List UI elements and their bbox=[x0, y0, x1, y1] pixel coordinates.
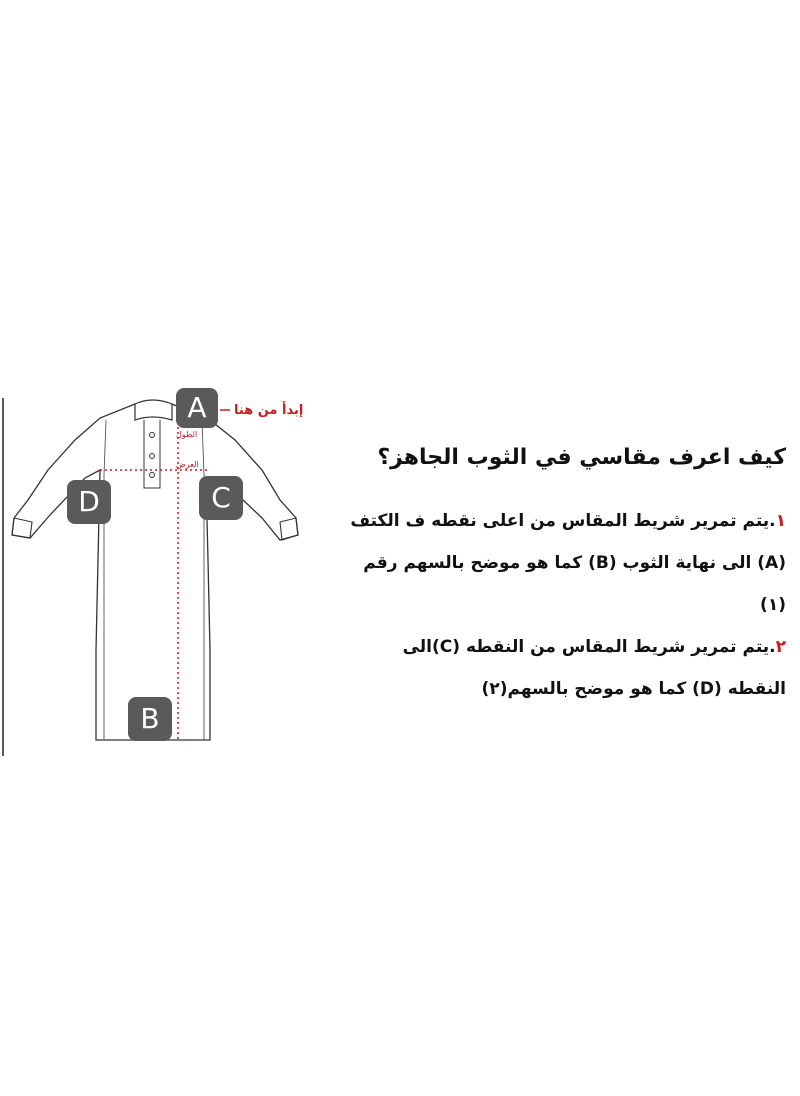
step-2-number: ٢ bbox=[775, 637, 786, 657]
step-1 bbox=[346, 500, 786, 626]
thobe-outline bbox=[12, 404, 298, 740]
instructions bbox=[346, 436, 786, 710]
step-2-text: .يتم تمرير شريط المقاس من النقطه (C)الى النقطه (D) كما هو موضح بالسهم(٢) bbox=[402, 637, 786, 699]
button-2 bbox=[150, 454, 155, 459]
button-1 bbox=[150, 433, 155, 438]
collar bbox=[135, 400, 172, 420]
start-here-label: إبدأ من هنا bbox=[234, 403, 304, 418]
button-3 bbox=[150, 473, 155, 478]
step-2 bbox=[346, 626, 786, 710]
right-cuff bbox=[280, 518, 298, 540]
thobe-seam-left bbox=[104, 420, 106, 740]
thobe-seam-right bbox=[202, 420, 204, 740]
marker-d: D bbox=[67, 480, 111, 524]
marker-b: B bbox=[128, 697, 172, 741]
instructions-heading: كيف اعرف مقاسي في الثوب الجاهز؟ bbox=[377, 445, 786, 470]
step-1-text: .يتم تمرير شريط المقاس من اعلى نقطه ف الكتف (A) الى نهاية الثوب (B) كما هو موضح بالسهم رقم (١) bbox=[350, 511, 786, 615]
marker-a: A bbox=[176, 388, 218, 428]
marker-c: C bbox=[199, 476, 243, 520]
length-label: الطول bbox=[176, 430, 198, 439]
width-label: العرض bbox=[176, 460, 199, 469]
step-1-number: ١ bbox=[775, 511, 786, 531]
left-cuff bbox=[12, 518, 32, 538]
